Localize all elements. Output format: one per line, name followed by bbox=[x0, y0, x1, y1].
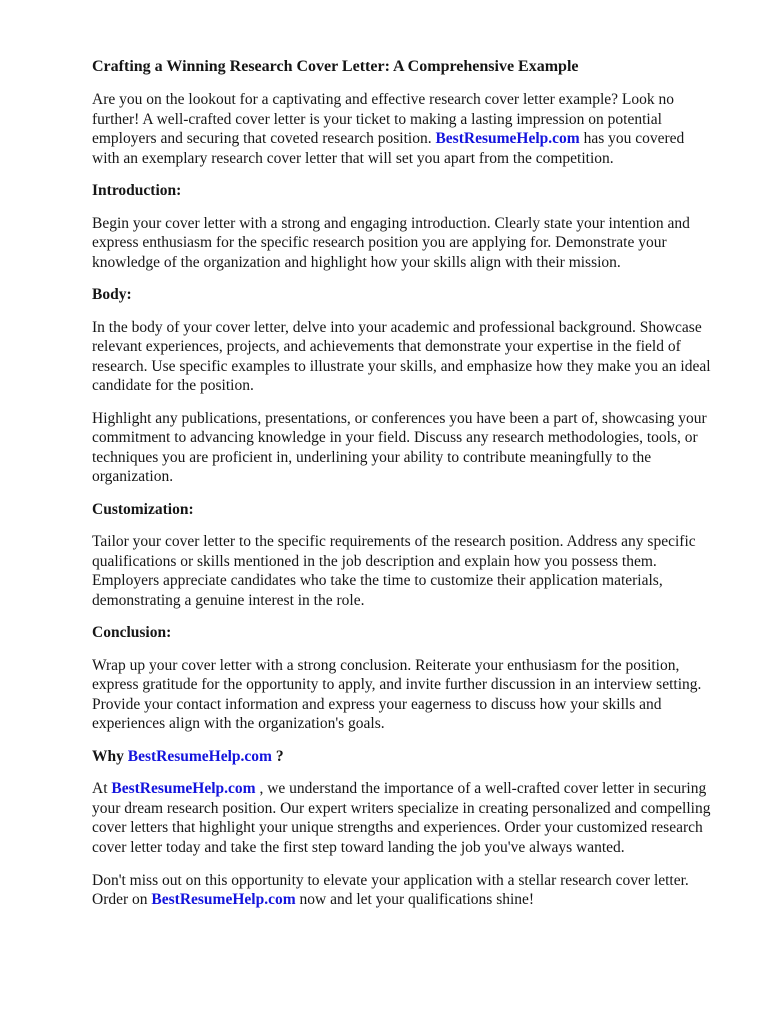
closing-text-pre: Don't miss out on this opportunity to elevate your application with a stellar research cover letter. Order on bbox=[92, 871, 689, 909]
lead-text-post: has you covered with an exemplary research cover letter that will set you apart from the competition. bbox=[92, 130, 685, 167]
lead-paragraph bbox=[92, 90, 712, 168]
lead-text-pre: Are you on the lookout for a captivating and effective research cover letter example? Look no further! A well-crafted cover letter is your ticket to making a lasting impression on potential employers and securing that coveted research position. bbox=[92, 91, 675, 148]
section-heading-body: Body: bbox=[92, 286, 132, 304]
section-heading-conclusion: Conclusion: bbox=[92, 624, 172, 642]
why-heading-pre: Why bbox=[92, 747, 128, 765]
section-heading-customization: Customization: bbox=[92, 500, 194, 518]
body-paragraph-2: Highlight any publications, presentations, or conferences you have been a part of, showcasing your commitment to advancing knowledge in your field. Discuss any research methodologies, tools, or techniques you are proficient in, underlining your ability to contribute meaningfully to the organization. bbox=[92, 409, 707, 486]
why-heading-post: ? bbox=[271, 747, 284, 765]
why-paragraph-1 bbox=[92, 779, 712, 857]
body-paragraph-1: In the body of your cover letter, delve into your academic and professional background. Showcase relevant experiences, projects, and achievements that demonstrate your expertise in the field of research. Use specific examples to illustrate your skills, and emphasize how they make you an ideal candidate for the position. bbox=[92, 318, 711, 395]
introduction-paragraph: Begin your cover letter with a strong and engaging introduction. Clearly state your intention and express enthusiasm for the specific research position you are applying for. Demonstrate your knowledge of the organization and highlight how your skills align with their mission. bbox=[92, 214, 690, 271]
bestresumehelp-link[interactable]: BestResumeHelp.com bbox=[435, 130, 580, 148]
bestresumehelp-link[interactable]: BestResumeHelp.com bbox=[111, 780, 256, 798]
why-text-post: , we understand the importance of a well-crafted cover letter in securing your dream research position. Our expert writers specialize in creating personalized and compelling cover letters that highlight your unique strengths and experiences. Order your customized research cover letter today and take the first step toward landing the job you've always wanted. bbox=[92, 780, 711, 856]
why-text-pre: At bbox=[92, 780, 112, 798]
section-heading-introduction: Introduction: bbox=[92, 182, 182, 200]
bestresumehelp-link[interactable]: BestResumeHelp.com bbox=[151, 891, 296, 909]
bestresumehelp-link[interactable]: BestResumeHelp.com bbox=[127, 747, 272, 765]
closing-paragraph bbox=[92, 871, 712, 910]
document-title: Crafting a Winning Research Cover Letter: A Comprehensive Example bbox=[92, 58, 579, 75]
section-heading-why bbox=[92, 747, 712, 767]
conclusion-paragraph: Wrap up your cover letter with a strong conclusion. Reiterate your enthusiasm for the position, express gratitude for the opportunity to apply, and invite further discussion in an interview setting. Provide your contact information and express your eagerness to discuss how your skills and experiences align with the organization's goals. bbox=[92, 656, 702, 733]
customization-paragraph: Tailor your cover letter to the specific requirements of the research position. Address any specific qualifications or skills mentioned in the job description and explain how you possess them. Employers appreciate candidates who take the time to customize their application materials, demonstrating a genuine interest in the role. bbox=[92, 533, 696, 609]
closing-text-post: now and let your qualifications shine! bbox=[295, 891, 535, 909]
